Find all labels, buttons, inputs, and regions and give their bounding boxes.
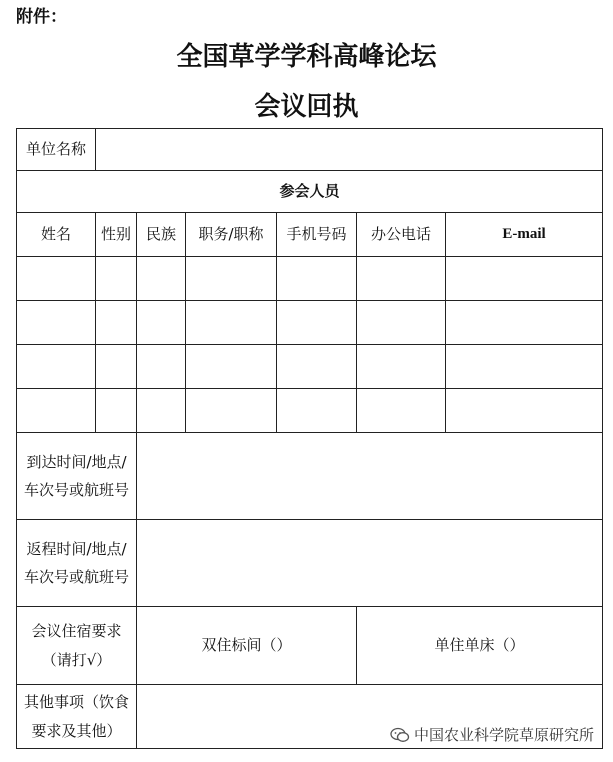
col-title: 职务/职称 — [186, 213, 277, 257]
col-office-phone: 办公电话 — [357, 213, 446, 257]
arrival-field[interactable] — [137, 433, 603, 520]
double-room-option[interactable]: 双住标间（） — [137, 607, 357, 685]
cell-input[interactable] — [17, 301, 96, 345]
cell-input[interactable] — [277, 257, 357, 301]
cell-input[interactable] — [357, 301, 446, 345]
cell-input[interactable] — [137, 345, 186, 389]
page-title: 全国草学学科高峰论坛 — [176, 42, 437, 72]
arrival-label-line2: 车次号或航班号 — [23, 481, 129, 499]
cell-input[interactable] — [446, 301, 603, 345]
attachment-label: 附件： — [16, 7, 67, 27]
col-ethnicity: 民族 — [137, 213, 186, 257]
wechat-icon — [390, 727, 410, 743]
other-label-line1: 其他事项（饮食 — [23, 693, 129, 711]
col-name: 姓名 — [17, 213, 96, 257]
unit-name-field[interactable] — [96, 129, 603, 171]
cell-input[interactable] — [186, 389, 277, 433]
cell-input[interactable] — [137, 301, 186, 345]
single-room-option[interactable]: 单住单床（） — [357, 607, 603, 685]
cell-input[interactable] — [17, 257, 96, 301]
attendee-row — [17, 389, 603, 433]
cell-input[interactable] — [357, 389, 446, 433]
cell-input[interactable] — [96, 389, 137, 433]
cell-input[interactable] — [277, 345, 357, 389]
cell-input[interactable] — [357, 345, 446, 389]
column-header-row — [17, 213, 603, 257]
lodging-label — [17, 607, 137, 685]
return-field[interactable] — [137, 520, 603, 607]
cell-input[interactable] — [96, 345, 137, 389]
cell-input[interactable] — [446, 257, 603, 301]
arrival-label-line1: 到达时间/地点/ — [26, 452, 127, 471]
return-label — [17, 520, 137, 607]
attendee-row — [17, 257, 603, 301]
return-label-line2: 车次号或航班号 — [23, 568, 129, 586]
cell-input[interactable] — [357, 257, 446, 301]
cell-input[interactable] — [186, 301, 277, 345]
attendee-row — [17, 345, 603, 389]
attendees-header: 参会人员 — [17, 171, 603, 213]
cell-input[interactable] — [277, 389, 357, 433]
cell-input[interactable] — [96, 301, 137, 345]
cell-input[interactable] — [186, 257, 277, 301]
attendee-row — [17, 301, 603, 345]
arrival-label — [17, 433, 137, 520]
col-gender: 性别 — [96, 213, 137, 257]
return-label-line1: 返程时间/地点/ — [26, 539, 127, 558]
receipt-form-table — [16, 128, 603, 749]
other-label — [17, 685, 137, 749]
col-mobile: 手机号码 — [277, 213, 357, 257]
cell-input[interactable] — [186, 345, 277, 389]
cell-input[interactable] — [17, 389, 96, 433]
cell-input[interactable] — [277, 301, 357, 345]
watermark-text: 中国农业科学院草原研究所 — [414, 726, 595, 744]
page-subtitle: 会议回执 — [254, 92, 359, 122]
lodging-label-line2: （请打√） — [41, 650, 112, 669]
watermark — [390, 724, 594, 745]
unit-name-label: 单位名称 — [17, 129, 96, 171]
other-label-line2: 要求及其他） — [31, 721, 122, 740]
cell-input[interactable] — [137, 257, 186, 301]
lodging-label-line1: 会议住宿要求 — [31, 622, 122, 640]
cell-input[interactable] — [446, 389, 603, 433]
cell-input[interactable] — [137, 389, 186, 433]
col-email: E-mail — [446, 213, 603, 257]
cell-input[interactable] — [446, 345, 603, 389]
cell-input[interactable] — [96, 257, 137, 301]
cell-input[interactable] — [17, 345, 96, 389]
